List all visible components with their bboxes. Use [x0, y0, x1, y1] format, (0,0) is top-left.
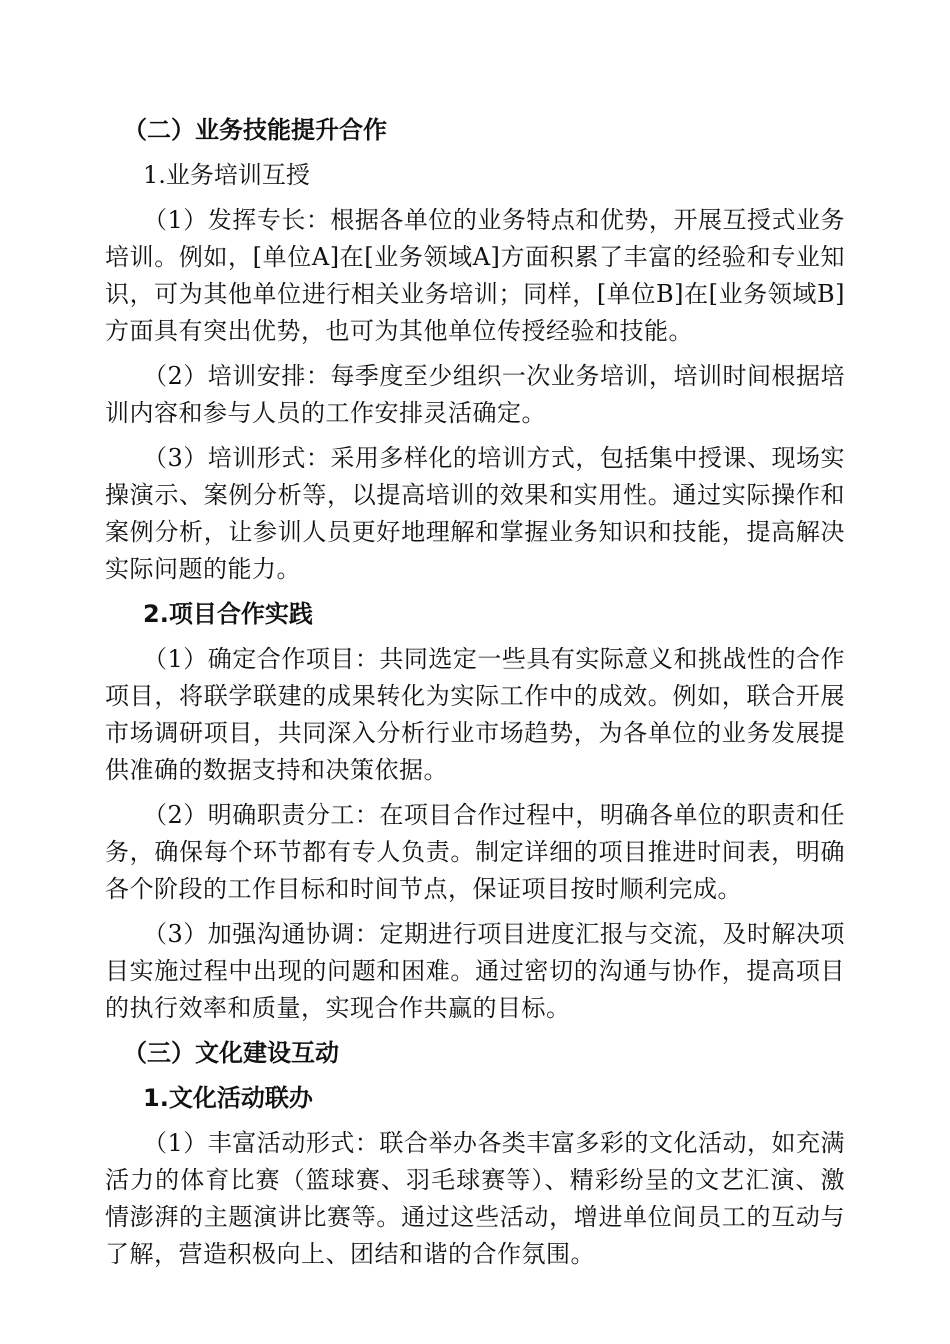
paragraph-training-expertise: （1）发挥专长：根据各单位的业务特点和优势，开展互授式业务培训。例如，[单位A]在[业务领域A]方面积累了丰富的经验和专业知识，可为其他单位进行相关业务培训；同样，[单位B]在[业务领域B]方面具有突出优势，也可为其他单位传授经验和技能。 [105, 206, 845, 345]
paragraph-cultural-activities: （1）丰富活动形式：联合举办各类丰富多彩的文化活动，如充满活力的体育比赛（篮球赛、羽毛球赛等）、精彩纷呈的文艺汇演、激情澎湃的主题演讲比赛等。通过这些活动，增进单位间员工的互动与了解，营造积极向上、团结和谐的合作氛围。 [105, 1129, 845, 1268]
paragraph-training-schedule: （2）培训安排：每季度至少组织一次业务培训，培训时间根据培训内容和参与人员的工作安排灵活确定。 [105, 362, 845, 427]
section-heading-business-skills: （二）业务技能提升合作 [123, 116, 387, 144]
document-body [105, 112, 845, 1281]
paragraph-project-selection: （1）确定合作项目：共同选定一些具有实际意义和挑战性的合作项目，将联学联建的成果转化为实际工作中的成效。例如，联合开展市场调研项目，共同深入分析行业市场趋势，为各单位的业务发展提供准确的数据支持和决策依据。 [105, 645, 845, 784]
paragraph-training-format: （3）培训形式：采用多样化的培训方式，包括集中授课、现场实操演示、案例分析等，以提高培训的效果和实用性。通过实际操作和案例分析，让参训人员更好地理解和掌握业务知识和技能，提高解决实际问题的能力。 [105, 444, 845, 583]
subsection-heading-training: 1.业务培训互授 [143, 161, 310, 189]
subsection-heading-project-cooperation: 2.项目合作实践 [143, 600, 313, 628]
paragraph-project-communication: （3）加强沟通协调：定期进行项目进度汇报与交流，及时解决项目实施过程中出现的问题和困难。通过密切的沟通与协作，提高项目的执行效率和质量，实现合作共赢的目标。 [105, 920, 845, 1022]
subsection-heading-cultural-activities: 1.文化活动联办 [143, 1084, 313, 1112]
section-heading-culture: （三）文化建设互动 [123, 1039, 339, 1067]
paragraph-project-responsibilities: （2）明确职责分工：在项目合作过程中，明确各单位的职责和任务，确保每个环节都有专人负责。制定详细的项目推进时间表，明确各个阶段的工作目标和时间节点，保证项目按时顺利完成。 [105, 801, 845, 903]
